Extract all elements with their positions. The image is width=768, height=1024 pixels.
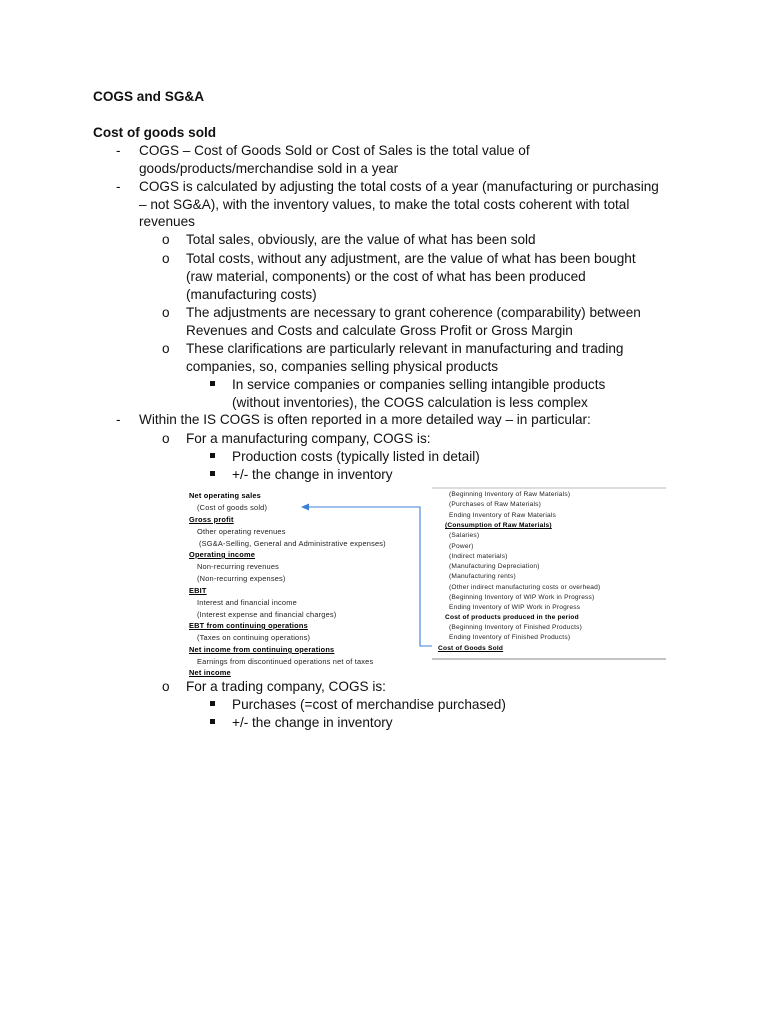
sub-bullet-4-line-1: These clarifications are particularly relevant in manufacturing and trading xyxy=(186,341,624,356)
bullet-2-line-1: COGS is calculated by adjusting the total costs of a year (manufacturing or purchasing xyxy=(139,179,659,194)
tertiary-bullet-1-line-1: In service companies or companies selling intangible products xyxy=(232,377,606,392)
figure-right-item: (Power) xyxy=(449,543,474,550)
circle-marker: o xyxy=(162,679,170,694)
sub-bullet-4-line-2: companies, so, companies selling physical products xyxy=(186,359,499,374)
figure-right-item: Cost of products produced in the period xyxy=(445,614,579,621)
figure-right-item: (Indirect materials) xyxy=(449,553,508,560)
figure-right-item: (Salaries) xyxy=(449,532,480,539)
figure-right-item: (Beginning Inventory of Raw Materials) xyxy=(449,491,571,498)
figure-left-item: (Interest expense and financial charges) xyxy=(197,610,337,619)
dash-marker: - xyxy=(116,143,121,158)
document-heading: COGS and SG&A xyxy=(93,89,205,104)
square-marker xyxy=(210,719,215,724)
circle-marker: o xyxy=(162,305,170,320)
figure-left-item: Gross profit xyxy=(189,515,234,524)
figure-left-item: Net income from continuing operations xyxy=(189,645,335,654)
dash-marker: - xyxy=(116,179,121,194)
bullet-3: Within the IS COGS is often reported in a more detailed way – in particular: xyxy=(139,412,591,427)
figure-left-item: (Non-recurring expenses) xyxy=(197,574,286,583)
figure-left-item: Net operating sales xyxy=(189,491,261,500)
figure-left-item: Net income xyxy=(189,668,231,677)
figure-right-item: (Consumption of Raw Materials) xyxy=(445,522,552,529)
figure-left-item: (Taxes on continuing operations) xyxy=(197,633,311,642)
figure-left-item: Earnings from discontinued operations net of taxes xyxy=(197,657,374,666)
tertiary-bullet-4: Purchases (=cost of merchandise purchased) xyxy=(232,697,506,712)
sub-bullet-2-line-3: (manufacturing costs) xyxy=(186,287,317,302)
figure-left-item: EBIT xyxy=(189,586,207,595)
figure-right-item: (Manufacturing Depreciation) xyxy=(449,563,540,570)
bullet-2-line-2: – not SG&A), with the inventory values, to make the total costs coherent with total xyxy=(139,197,630,212)
tertiary-bullet-2: Production costs (typically listed in detail) xyxy=(232,449,480,464)
sub-bullet-6: For a trading company, COGS is: xyxy=(186,679,386,694)
figure-right-item: Cost of Goods Sold xyxy=(438,645,504,652)
figure-right-item: (Purchases of Raw Materials) xyxy=(449,501,542,508)
section-title: Cost of goods sold xyxy=(93,125,217,140)
figure-right-item: (Beginning Inventory of Finished Products) xyxy=(449,624,583,631)
figure-left-item: Other operating revenues xyxy=(197,527,286,536)
bullet-1-line-2: goods/products/merchandise sold in a year xyxy=(139,161,399,176)
sub-bullet-3-line-2: Revenues and Costs and calculate Gross Profit or Gross Margin xyxy=(186,323,573,338)
circle-marker: o xyxy=(162,431,170,446)
figure-left-item: (SG&A-Selling, General and Administrative expenses) xyxy=(199,539,386,548)
figure-left-item: Non-recurring revenues xyxy=(197,562,280,571)
tertiary-bullet-5: +/- the change in inventory xyxy=(232,715,393,730)
figure-left-item: (Cost of goods sold) xyxy=(197,503,268,512)
dash-marker: - xyxy=(116,412,121,427)
sub-bullet-2-line-2: (raw material, components) or the cost of what has been produced xyxy=(186,269,586,284)
figure-left-item: EBT from continuing operations xyxy=(189,621,308,630)
figure-right-item: (Beginning Inventory of WIP Work in Progress) xyxy=(449,594,595,601)
circle-marker: o xyxy=(162,341,170,356)
figure-right-item: Ending Inventory of Raw Materials xyxy=(449,512,557,519)
square-marker xyxy=(210,701,215,706)
figure-left-item: Operating income xyxy=(189,550,256,559)
figure-left-item: Interest and financial income xyxy=(197,598,297,607)
bullet-1-line-1: COGS – Cost of Goods Sold or Cost of Sales is the total value of xyxy=(139,143,530,158)
bullet-2-line-3: revenues xyxy=(139,214,195,229)
figure-right-item: (Manufacturing rents) xyxy=(449,573,516,580)
figure-right-item: Ending Inventory of Finished Products) xyxy=(449,634,571,641)
circle-marker: o xyxy=(162,251,170,266)
tertiary-bullet-1-line-2: (without inventories), the COGS calculation is less complex xyxy=(232,395,588,410)
circle-marker: o xyxy=(162,232,170,247)
figure-right-item: Ending Inventory of WIP Work in Progress xyxy=(449,604,581,611)
figure-right-item: (Other indirect manufacturing costs or overhead) xyxy=(449,584,601,591)
tertiary-bullet-3: +/- the change in inventory xyxy=(232,467,393,482)
sub-bullet-2-line-1: Total costs, without any adjustment, are the value of what has been bought xyxy=(186,251,636,266)
sub-bullet-5: For a manufacturing company, COGS is: xyxy=(186,431,431,446)
sub-bullet-1: Total sales, obviously, are the value of what has been sold xyxy=(186,232,536,247)
sub-bullet-3-line-1: The adjustments are necessary to grant coherence (comparability) between xyxy=(186,305,641,320)
